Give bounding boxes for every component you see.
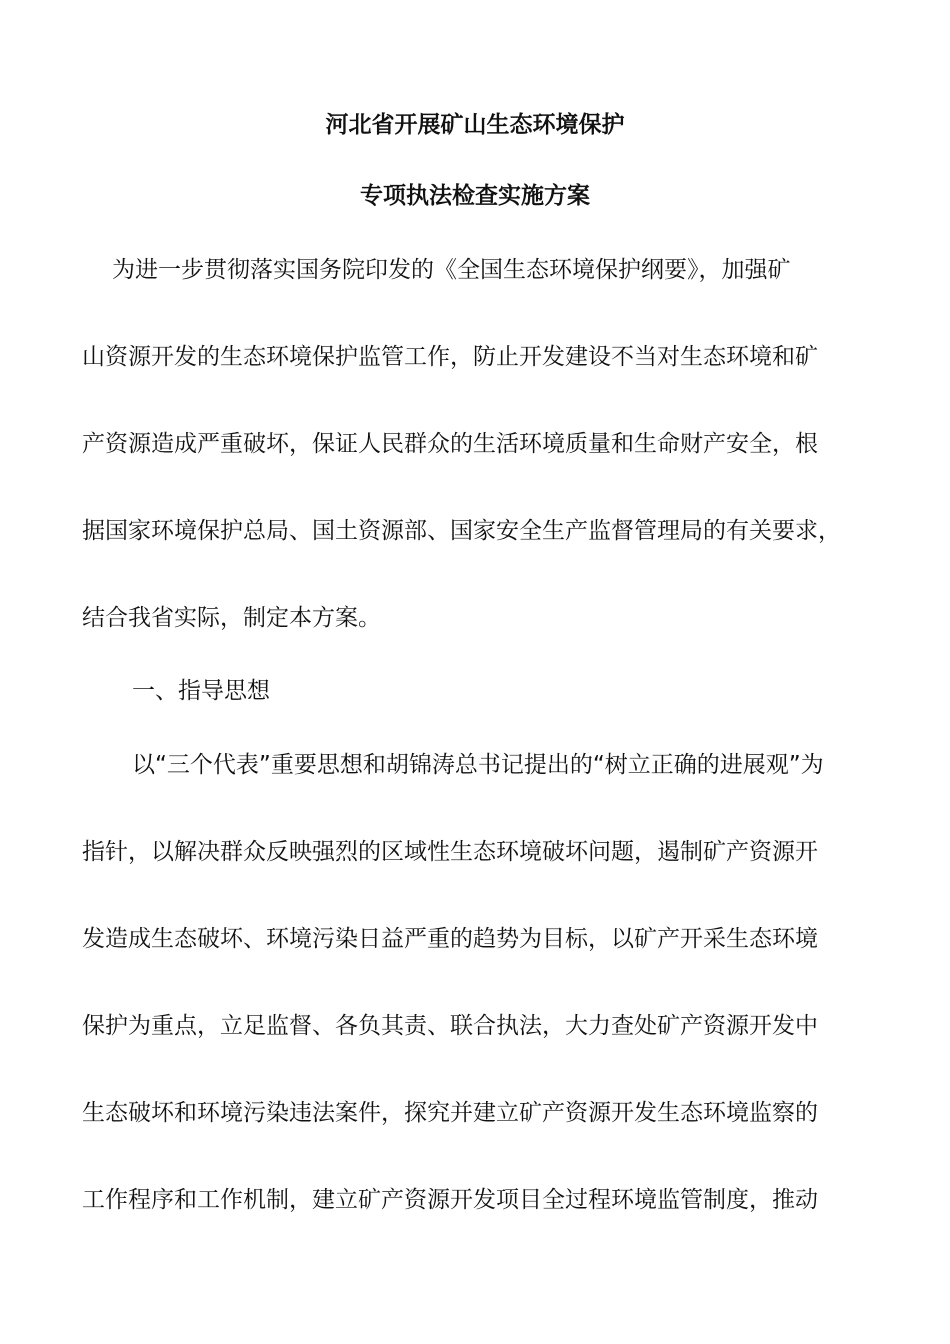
paragraph-1-line-2: 山资源开发的生态环境保护监管工作，防止开发建设不当对生态环境和矿 (82, 344, 818, 370)
paragraph-2-line-6: 工作程序和工作机制，建立矿产资源开发项目全过程环境监管制度，推动 (82, 1187, 818, 1213)
document-title-line-2: 专项执法检查实施方案 (360, 183, 590, 209)
paragraph-2-line-3: 发造成生态破坏、环境污染日益严重的趋势为目标，以矿产开采生态环境 (82, 926, 818, 952)
paragraph-1-line-4: 据国家环境保护总局、国土资源部、国家安全生产监督管理局的有关要求， (82, 518, 841, 544)
paragraph-2-line-5: 生态破坏和环境污染违法案件，探究并建立矿产资源开发生态环境监察的 (82, 1100, 818, 1126)
document-title-line-1: 河北省开展矿山生态环境保护 (325, 112, 625, 138)
paragraph-1-line-3: 产资源造成严重破坏，保证人民群众的生活环境质量和生命财产安全，根 (82, 431, 818, 457)
paragraph-1-line-5: 结合我省实际，制定本方案。 (82, 605, 381, 631)
paragraph-2-line-2: 指针，以解决群众反映强烈的区域性生态环境破坏问题，遏制矿产资源开 (82, 839, 818, 865)
paragraph-2-line-1: 以“三个代表”重要思想和胡锦涛总书记提出的“树立正确的进展观”为 (132, 752, 824, 778)
section-1-heading: 一、指导思想 (132, 678, 270, 704)
paragraph-1-line-1: 为进一步贯彻落实国务院印发的《全国生态环境保护纲要》，加强矿 (112, 257, 791, 283)
paragraph-2-line-4: 保护为重点，立足监督、各负其责、联合执法，大力查处矿产资源开发中 (82, 1013, 818, 1039)
